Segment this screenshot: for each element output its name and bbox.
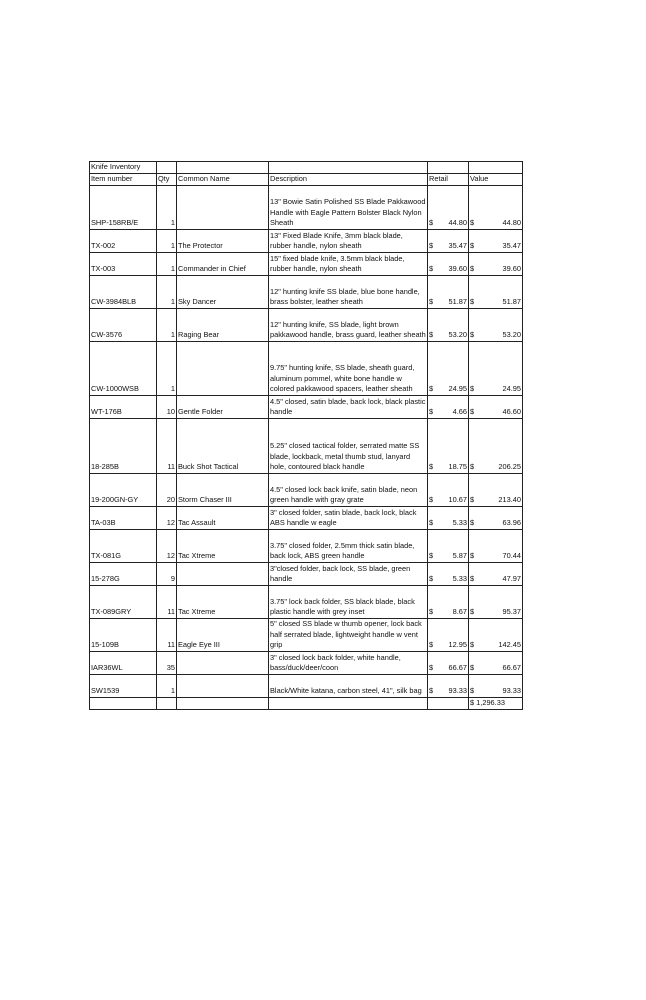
value-amount	[470, 640, 521, 651]
description-cell: 9.75" hunting knife, SS blade, sheath guard, aluminum pommel, white bone handle w colored pakkawood spacers, leather sheath	[269, 342, 428, 396]
retail-number: 4.66	[452, 407, 467, 417]
currency-symbol: $	[470, 495, 475, 505]
value-cell	[469, 675, 523, 698]
retail-amount	[429, 574, 467, 585]
currency-symbol: $	[470, 663, 475, 673]
retail-amount	[429, 384, 467, 395]
value-cell	[469, 586, 523, 619]
currency-symbol: $	[429, 663, 434, 673]
retail-number: 18.75	[448, 462, 467, 472]
empty-cell	[269, 698, 428, 710]
retail-amount	[429, 518, 467, 529]
currency-symbol: $	[429, 241, 434, 251]
value-amount	[470, 297, 521, 308]
currency-symbol: $	[429, 495, 434, 505]
currency-symbol: $	[429, 686, 434, 696]
empty-cell	[428, 698, 469, 710]
retail-amount	[429, 495, 467, 506]
retail-amount	[429, 640, 467, 651]
common-name-cell: Tac Xtreme	[177, 530, 269, 563]
item-number-cell: 18-285B	[90, 419, 157, 474]
value-amount	[470, 663, 521, 674]
item-number-cell: 19-200GN-GY	[90, 474, 157, 507]
common-name-cell	[177, 342, 269, 396]
value-cell	[469, 419, 523, 474]
table-row	[90, 563, 523, 586]
item-number-cell: CW-3984BLB	[90, 276, 157, 309]
table-row	[90, 276, 523, 309]
currency-symbol: $	[429, 218, 434, 228]
value-cell	[469, 396, 523, 419]
value-cell	[469, 619, 523, 652]
header-description: Description	[269, 174, 428, 186]
inventory-table-body	[90, 162, 523, 710]
retail-amount	[429, 462, 467, 473]
item-number-cell: 15-109B	[90, 619, 157, 652]
value-amount	[470, 264, 521, 275]
value-number: 70.44	[502, 551, 521, 561]
item-number-cell: SHP-158RB/E	[90, 186, 157, 230]
header-retail: Retail	[428, 174, 469, 186]
table-row	[90, 586, 523, 619]
table-row	[90, 186, 523, 230]
currency-symbol: $	[470, 241, 475, 251]
value-number: 53.20	[502, 330, 521, 340]
value-cell	[469, 530, 523, 563]
description-cell: Black/White katana, carbon steel, 41", silk bag	[269, 675, 428, 698]
header-item-number: Item number	[90, 174, 157, 186]
value-cell	[469, 253, 523, 276]
qty-cell: 12	[157, 530, 177, 563]
description-cell: 4.5" closed, satin blade, back lock, black plastic handle	[269, 396, 428, 419]
value-cell	[469, 652, 523, 675]
value-number: 95.37	[502, 607, 521, 617]
value-number: 66.67	[502, 663, 521, 673]
description-cell: 15" fixed blade knife, 3.5mm black blade, rubber handle, nylon sheath	[269, 253, 428, 276]
retail-number: 5.33	[452, 574, 467, 584]
common-name-cell: Storm Chaser III	[177, 474, 269, 507]
retail-number: 24.95	[448, 384, 467, 394]
total-row	[90, 698, 523, 710]
currency-symbol: $	[429, 384, 434, 394]
value-amount	[470, 218, 521, 229]
common-name-cell: Tac Assault	[177, 507, 269, 530]
value-amount	[470, 551, 521, 562]
qty-cell: 11	[157, 419, 177, 474]
table-row	[90, 419, 523, 474]
retail-amount	[429, 297, 467, 308]
retail-number: 66.67	[448, 663, 467, 673]
value-number: 47.97	[502, 574, 521, 584]
value-number: 39.60	[502, 264, 521, 274]
value-amount	[470, 518, 521, 529]
empty-cell	[157, 162, 177, 174]
currency-symbol: $	[470, 218, 475, 228]
total-value: $ 1,296.33	[469, 698, 523, 710]
retail-cell	[428, 186, 469, 230]
retail-cell	[428, 619, 469, 652]
retail-amount	[429, 607, 467, 618]
value-amount	[470, 330, 521, 341]
currency-symbol: $	[470, 574, 475, 584]
qty-cell: 1	[157, 253, 177, 276]
currency-symbol: $	[470, 551, 475, 561]
description-cell: 3.75" lock back folder, SS black blade, black plastic handle with grey inset	[269, 586, 428, 619]
qty-cell: 12	[157, 507, 177, 530]
common-name-cell	[177, 652, 269, 675]
common-name-cell: Commander in Chief	[177, 253, 269, 276]
description-cell: 3" closed folder, satin blade, back lock, black ABS handle w eagle	[269, 507, 428, 530]
description-cell: 13" Bowie Satin Polished SS Blade Pakkawood Handle with Eagle Pattern Bolster Black Nylon Sheath	[269, 186, 428, 230]
table-row	[90, 675, 523, 698]
title-row	[90, 162, 523, 174]
retail-number: 51.87	[448, 297, 467, 307]
common-name-cell: Buck Shot Tactical	[177, 419, 269, 474]
retail-cell	[428, 586, 469, 619]
currency-symbol: $	[429, 518, 434, 528]
value-number: 142.45	[498, 640, 521, 650]
table-row	[90, 342, 523, 396]
value-cell	[469, 230, 523, 253]
retail-amount	[429, 407, 467, 418]
currency-symbol: $	[429, 264, 434, 274]
retail-amount	[429, 241, 467, 252]
currency-symbol: $	[429, 407, 434, 417]
common-name-cell: Tac Xtreme	[177, 586, 269, 619]
qty-cell: 11	[157, 586, 177, 619]
item-number-cell: SW1539	[90, 675, 157, 698]
empty-cell	[157, 698, 177, 710]
table-row	[90, 507, 523, 530]
currency-symbol: $	[470, 384, 475, 394]
value-cell	[469, 186, 523, 230]
common-name-cell: Sky Dancer	[177, 276, 269, 309]
item-number-cell: IAR36WL	[90, 652, 157, 675]
qty-cell: 10	[157, 396, 177, 419]
description-cell: 12" hunting knife, SS blade, light brown pakkawood handle, brass guard, leather sheath	[269, 309, 428, 342]
currency-symbol: $	[470, 518, 475, 528]
item-number-cell: WT-176B	[90, 396, 157, 419]
item-number-cell: TX-003	[90, 253, 157, 276]
value-cell	[469, 342, 523, 396]
value-amount	[470, 462, 521, 473]
retail-cell	[428, 563, 469, 586]
retail-number: 5.33	[452, 518, 467, 528]
retail-cell	[428, 652, 469, 675]
currency-symbol: $	[470, 330, 475, 340]
retail-number: 10.67	[448, 495, 467, 505]
table-row	[90, 652, 523, 675]
retail-cell	[428, 530, 469, 563]
value-cell	[469, 507, 523, 530]
retail-number: 44.80	[448, 218, 467, 228]
retail-cell	[428, 253, 469, 276]
retail-number: 53.20	[448, 330, 467, 340]
retail-number: 8.67	[452, 607, 467, 617]
empty-cell	[469, 162, 523, 174]
table-row	[90, 253, 523, 276]
value-amount	[470, 241, 521, 252]
value-amount	[470, 607, 521, 618]
common-name-cell	[177, 675, 269, 698]
common-name-cell: Eagle Eye III	[177, 619, 269, 652]
currency-symbol: $	[429, 551, 434, 561]
qty-cell: 1	[157, 276, 177, 309]
retail-amount	[429, 663, 467, 674]
value-number: 93.33	[502, 686, 521, 696]
value-amount	[470, 384, 521, 395]
table-row	[90, 619, 523, 652]
qty-cell: 1	[157, 342, 177, 396]
value-amount	[470, 495, 521, 506]
qty-cell: 11	[157, 619, 177, 652]
retail-number: 5.87	[452, 551, 467, 561]
retail-cell	[428, 675, 469, 698]
empty-cell	[269, 162, 428, 174]
item-number-cell: TA-03B	[90, 507, 157, 530]
common-name-cell	[177, 563, 269, 586]
sheet-title: Knife Inventory	[90, 162, 157, 174]
currency-symbol: $	[429, 462, 434, 472]
empty-cell	[177, 162, 269, 174]
currency-symbol: $	[470, 462, 475, 472]
currency-symbol: $	[429, 574, 434, 584]
retail-cell	[428, 507, 469, 530]
table-row	[90, 309, 523, 342]
currency-symbol: $	[429, 330, 434, 340]
retail-amount	[429, 218, 467, 229]
common-name-cell	[177, 186, 269, 230]
value-amount	[470, 574, 521, 585]
currency-symbol: $	[429, 640, 434, 650]
table-row	[90, 474, 523, 507]
item-number-cell: 15-278G	[90, 563, 157, 586]
retail-cell	[428, 342, 469, 396]
currency-symbol: $	[429, 297, 434, 307]
value-number: 51.87	[502, 297, 521, 307]
common-name-cell: Gentle Folder	[177, 396, 269, 419]
common-name-cell: Raging Bear	[177, 309, 269, 342]
retail-cell	[428, 419, 469, 474]
value-number: 63.96	[502, 518, 521, 528]
value-number: 213.40	[498, 495, 521, 505]
description-cell: 3"closed folder, back lock, SS blade, green handle	[269, 563, 428, 586]
qty-cell: 1	[157, 675, 177, 698]
qty-cell: 1	[157, 309, 177, 342]
common-name-cell: The Protector	[177, 230, 269, 253]
description-cell: 5" closed SS blade w thumb opener, lock back half serrated blade, lightweight handle w vent grip	[269, 619, 428, 652]
value-number: 46.60	[502, 407, 521, 417]
description-cell: 5.25" closed tactical folder, serrated matte SS blade, lockback, metal thumb stud, lanyard hole, contoured black handle	[269, 419, 428, 474]
retail-number: 93.33	[448, 686, 467, 696]
item-number-cell: TX-081G	[90, 530, 157, 563]
empty-cell	[90, 698, 157, 710]
retail-number: 39.60	[448, 264, 467, 274]
retail-cell	[428, 309, 469, 342]
header-qty: Qty	[157, 174, 177, 186]
empty-cell	[177, 698, 269, 710]
currency-symbol: $	[470, 297, 475, 307]
value-number: 24.95	[502, 384, 521, 394]
retail-cell	[428, 276, 469, 309]
currency-symbol: $	[470, 686, 475, 696]
qty-cell: 35	[157, 652, 177, 675]
description-cell: 13" Fixed Blade Knife, 3mm black blade, rubber handle, nylon sheath	[269, 230, 428, 253]
qty-cell: 1	[157, 230, 177, 253]
value-cell	[469, 563, 523, 586]
value-number: 206.25	[498, 462, 521, 472]
description-cell: 3.75" closed folder, 2.5mm thick satin blade, back lock, ABS green handle	[269, 530, 428, 563]
table-row	[90, 230, 523, 253]
currency-symbol: $	[470, 607, 475, 617]
table-row	[90, 396, 523, 419]
retail-amount	[429, 330, 467, 341]
qty-cell: 9	[157, 563, 177, 586]
header-common-name: Common Name	[177, 174, 269, 186]
header-row	[90, 174, 523, 186]
retail-number: 12.95	[448, 640, 467, 650]
currency-symbol: $	[470, 640, 475, 650]
description-cell: 4.5" closed lock back knife, satin blade, neon green handle with gray grate	[269, 474, 428, 507]
value-amount	[470, 407, 521, 418]
value-amount	[470, 686, 521, 697]
value-number: 44.80	[502, 218, 521, 228]
item-number-cell: CW-1000WSB	[90, 342, 157, 396]
value-cell	[469, 276, 523, 309]
item-number-cell: TX-089GRY	[90, 586, 157, 619]
value-cell	[469, 309, 523, 342]
item-number-cell: CW-3576	[90, 309, 157, 342]
retail-amount	[429, 264, 467, 275]
currency-symbol: $	[470, 407, 475, 417]
retail-amount	[429, 551, 467, 562]
value-cell	[469, 474, 523, 507]
item-number-cell: TX-002	[90, 230, 157, 253]
value-number: 35.47	[502, 241, 521, 251]
description-cell: 12" hunting knife SS blade, blue bone handle, brass bolster, leather sheath	[269, 276, 428, 309]
currency-symbol: $	[429, 607, 434, 617]
qty-cell: 1	[157, 186, 177, 230]
currency-symbol: $	[470, 264, 475, 274]
retail-amount	[429, 686, 467, 697]
retail-cell	[428, 396, 469, 419]
description-cell: 3" closed lock back folder, white handle, bass/duck/deer/coon	[269, 652, 428, 675]
inventory-table	[89, 161, 523, 710]
retail-number: 35.47	[448, 241, 467, 251]
retail-cell	[428, 230, 469, 253]
qty-cell: 20	[157, 474, 177, 507]
table-row	[90, 530, 523, 563]
header-value: Value	[469, 174, 523, 186]
retail-cell	[428, 474, 469, 507]
empty-cell	[428, 162, 469, 174]
